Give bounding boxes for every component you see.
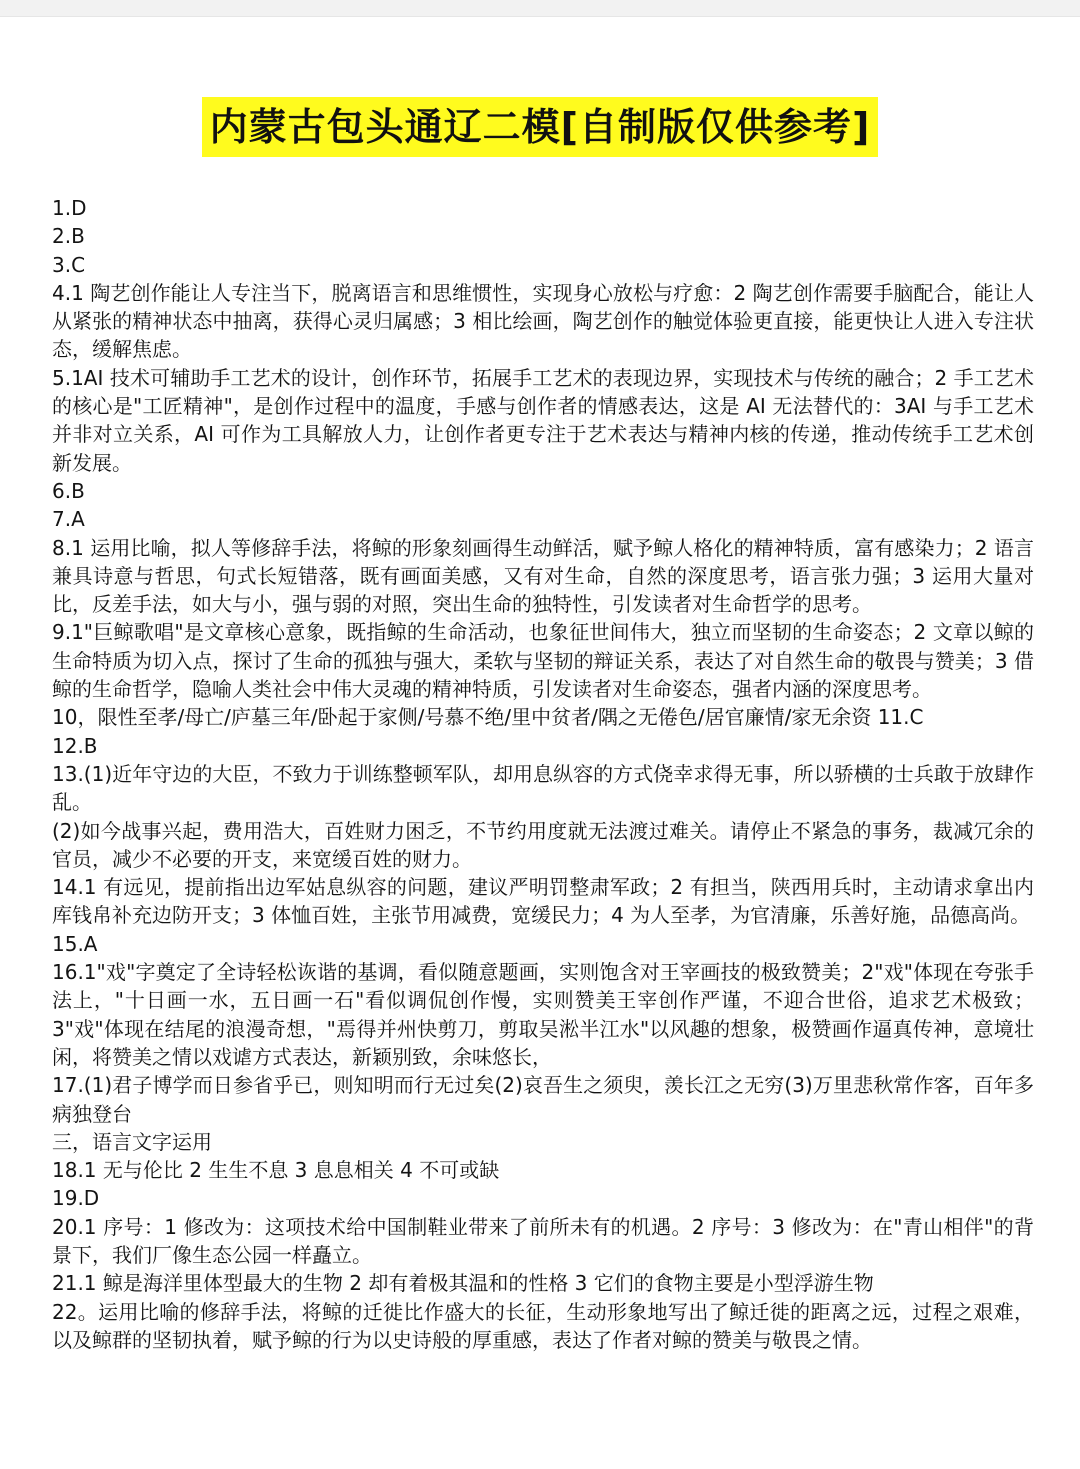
answer-line: 6.B xyxy=(52,478,85,503)
answer-line: 12.B xyxy=(52,733,98,758)
answer-line: 16.1"戏"字奠定了全诗轻松诙谐的基调，看似随意题画，实则饱含对王宰画技的极致赞美；2"戏"体现在夸张手法上，"十日画一水，五日画一石"看似调侃创作慢，实则赞美王宰创作严谨，不迎合世俗，追求艺术极致；3"戏"体现在结尾的浪漫奇想，"焉得并州快剪刀，剪取吴淞半江水"以风趣的想象，极赞画作逼真传神，意境壮闲，将赞美之情以戏谑方式表达，新颖别致，余味悠长， xyxy=(52,960,1034,1069)
answer-line: 17.(1)君子博学而日参省乎已，则知明而行无过矣(2)哀吾生之须臾，羡长江之无穷(3)万里悲秋常作客，百年多病独登台 xyxy=(52,1073,1034,1126)
answer-line: 20.1 序号：1 修改为：这项技术给中国制鞋业带来了前所未有的机遇。2 序号：3 修改为：在"青山相伴"的背景下，我们厂像生态公园一样矗立。 xyxy=(52,1214,1034,1267)
answer-line: 13.(1)近年守边的大臣，不致力于训练整顿军队，却用息纵容的方式侥幸求得无事，所以骄横的士兵敢于放肆作乱。 xyxy=(52,761,1034,815)
answer-line: 1.D xyxy=(52,196,87,220)
answer-line: 19.D xyxy=(52,1186,100,1211)
answer-line: 8.1 运用比喻，拟人等修辞手法，将鲸的形象刻画得生动鲜活，赋予鲸人格化的精神特质，富有感染力；2 语言兼具诗意与哲思，句式长短错落，既有画面美感，又有对生命，自然的深度思考，语言张力强；3 运用大量对比，反差手法，如大与小，强与弱的对照，突出生命的独特性，引发读者对生命哲学的思考。 xyxy=(52,535,1034,617)
answer-line: 7.A xyxy=(52,507,85,532)
answer-list xyxy=(52,194,1034,1354)
top-status-strip xyxy=(0,0,1080,17)
answer-line: 3.C xyxy=(52,252,86,277)
answer-line: 14.1 有远见，提前指出边军姑息纵容的问题，建议严明罚整肃军政；2 有担当，陕西用兵时，主动请求拿出内库钱帛补充边防开支；3 体恤百姓，主张节用减费，宽缓民力；4 为人至孝，为官清廉，乐善好施，品德高尚。 xyxy=(52,875,1034,928)
answer-line: 21.1 鲸是海洋里体型最大的生物 2 却有着极其温和的性格 3 它们的食物主要是小型浮游生物 xyxy=(52,1271,874,1296)
answer-line: 22。运用比喻的修辞手法，将鲸的迁徙比作盛大的长征，生动形象地写出了鲸迁徙的距离之远，过程之艰难，以及鲸群的坚韧执着，赋予鲸的行为以史诗般的厚重感，表达了作者对鲸的赞美与敬畏之情。 xyxy=(52,1299,1034,1352)
answer-line: 5.1AI 技术可辅助手工艺术的设计，创作环节，拓展手工艺术的表现边界，实现技术与传统的融合；2 手工艺术的核心是"工匠精神"，是创作过程中的温度，手感与创作者的情感表达，这是 AI 无法替代的：3AI 与手工艺术并非对立关系，AI 可作为工具解放人力，让创作者更专注于艺术表达与精神内核的传递，推动传统手工艺术创新发展。 xyxy=(52,365,1034,475)
answer-line: 18.1 无与伦比 2 生生不息 3 息息相关 4 不可或缺 xyxy=(52,1158,500,1183)
answer-line: 4.1 陶艺创作能让人专注当下，脱离语言和思维惯性，实现身心放松与疗愈：2 陶艺创作需要手脑配合，能让人从紧张的精神状态中抽离，获得心灵归属感；3 相比绘画，陶艺创作的触觉体验更直接，能更快让人进入专注状态，缓解焦虑。 xyxy=(52,280,1034,362)
answer-line: 9.1"巨鲸歌唱"是文章核心意象，既指鲸的生命活动，也象征世间伟大，独立而坚韧的生命姿态；2 文章以鲸的生命特质为切入点，探讨了生命的孤独与强大，柔软与坚韧的辩证关系，表达了对自然生命的敬畏与赞美；3 借鲸的生命哲学，隐喻人类社会中伟大灵魂的精神特质，引发读者对生命姿态，强者内涵的深度思考。 xyxy=(52,620,1034,702)
title-container xyxy=(0,97,1080,157)
section-heading: 三，语言文字运用 xyxy=(52,1129,212,1154)
answer-line: 15.A xyxy=(52,931,98,956)
page-title: 内蒙古包头通辽二模[自制版仅供参考] xyxy=(202,97,879,157)
answer-line: (2)如今战事兴起，费用浩大，百姓财力困乏，不节约用度就无法渡过难关。请停止不紧急的事务，裁减冗余的官员，减少不必要的开支，来宽缓百姓的财力。 xyxy=(52,818,1034,871)
answer-line: 10，限性至孝/母亡/庐墓三年/卧起于家侧/号慕不绝/里中贫者/隅之无倦色/居官廉情/家无余资 11.C xyxy=(52,705,924,730)
answer-line: 2.B xyxy=(52,224,85,249)
